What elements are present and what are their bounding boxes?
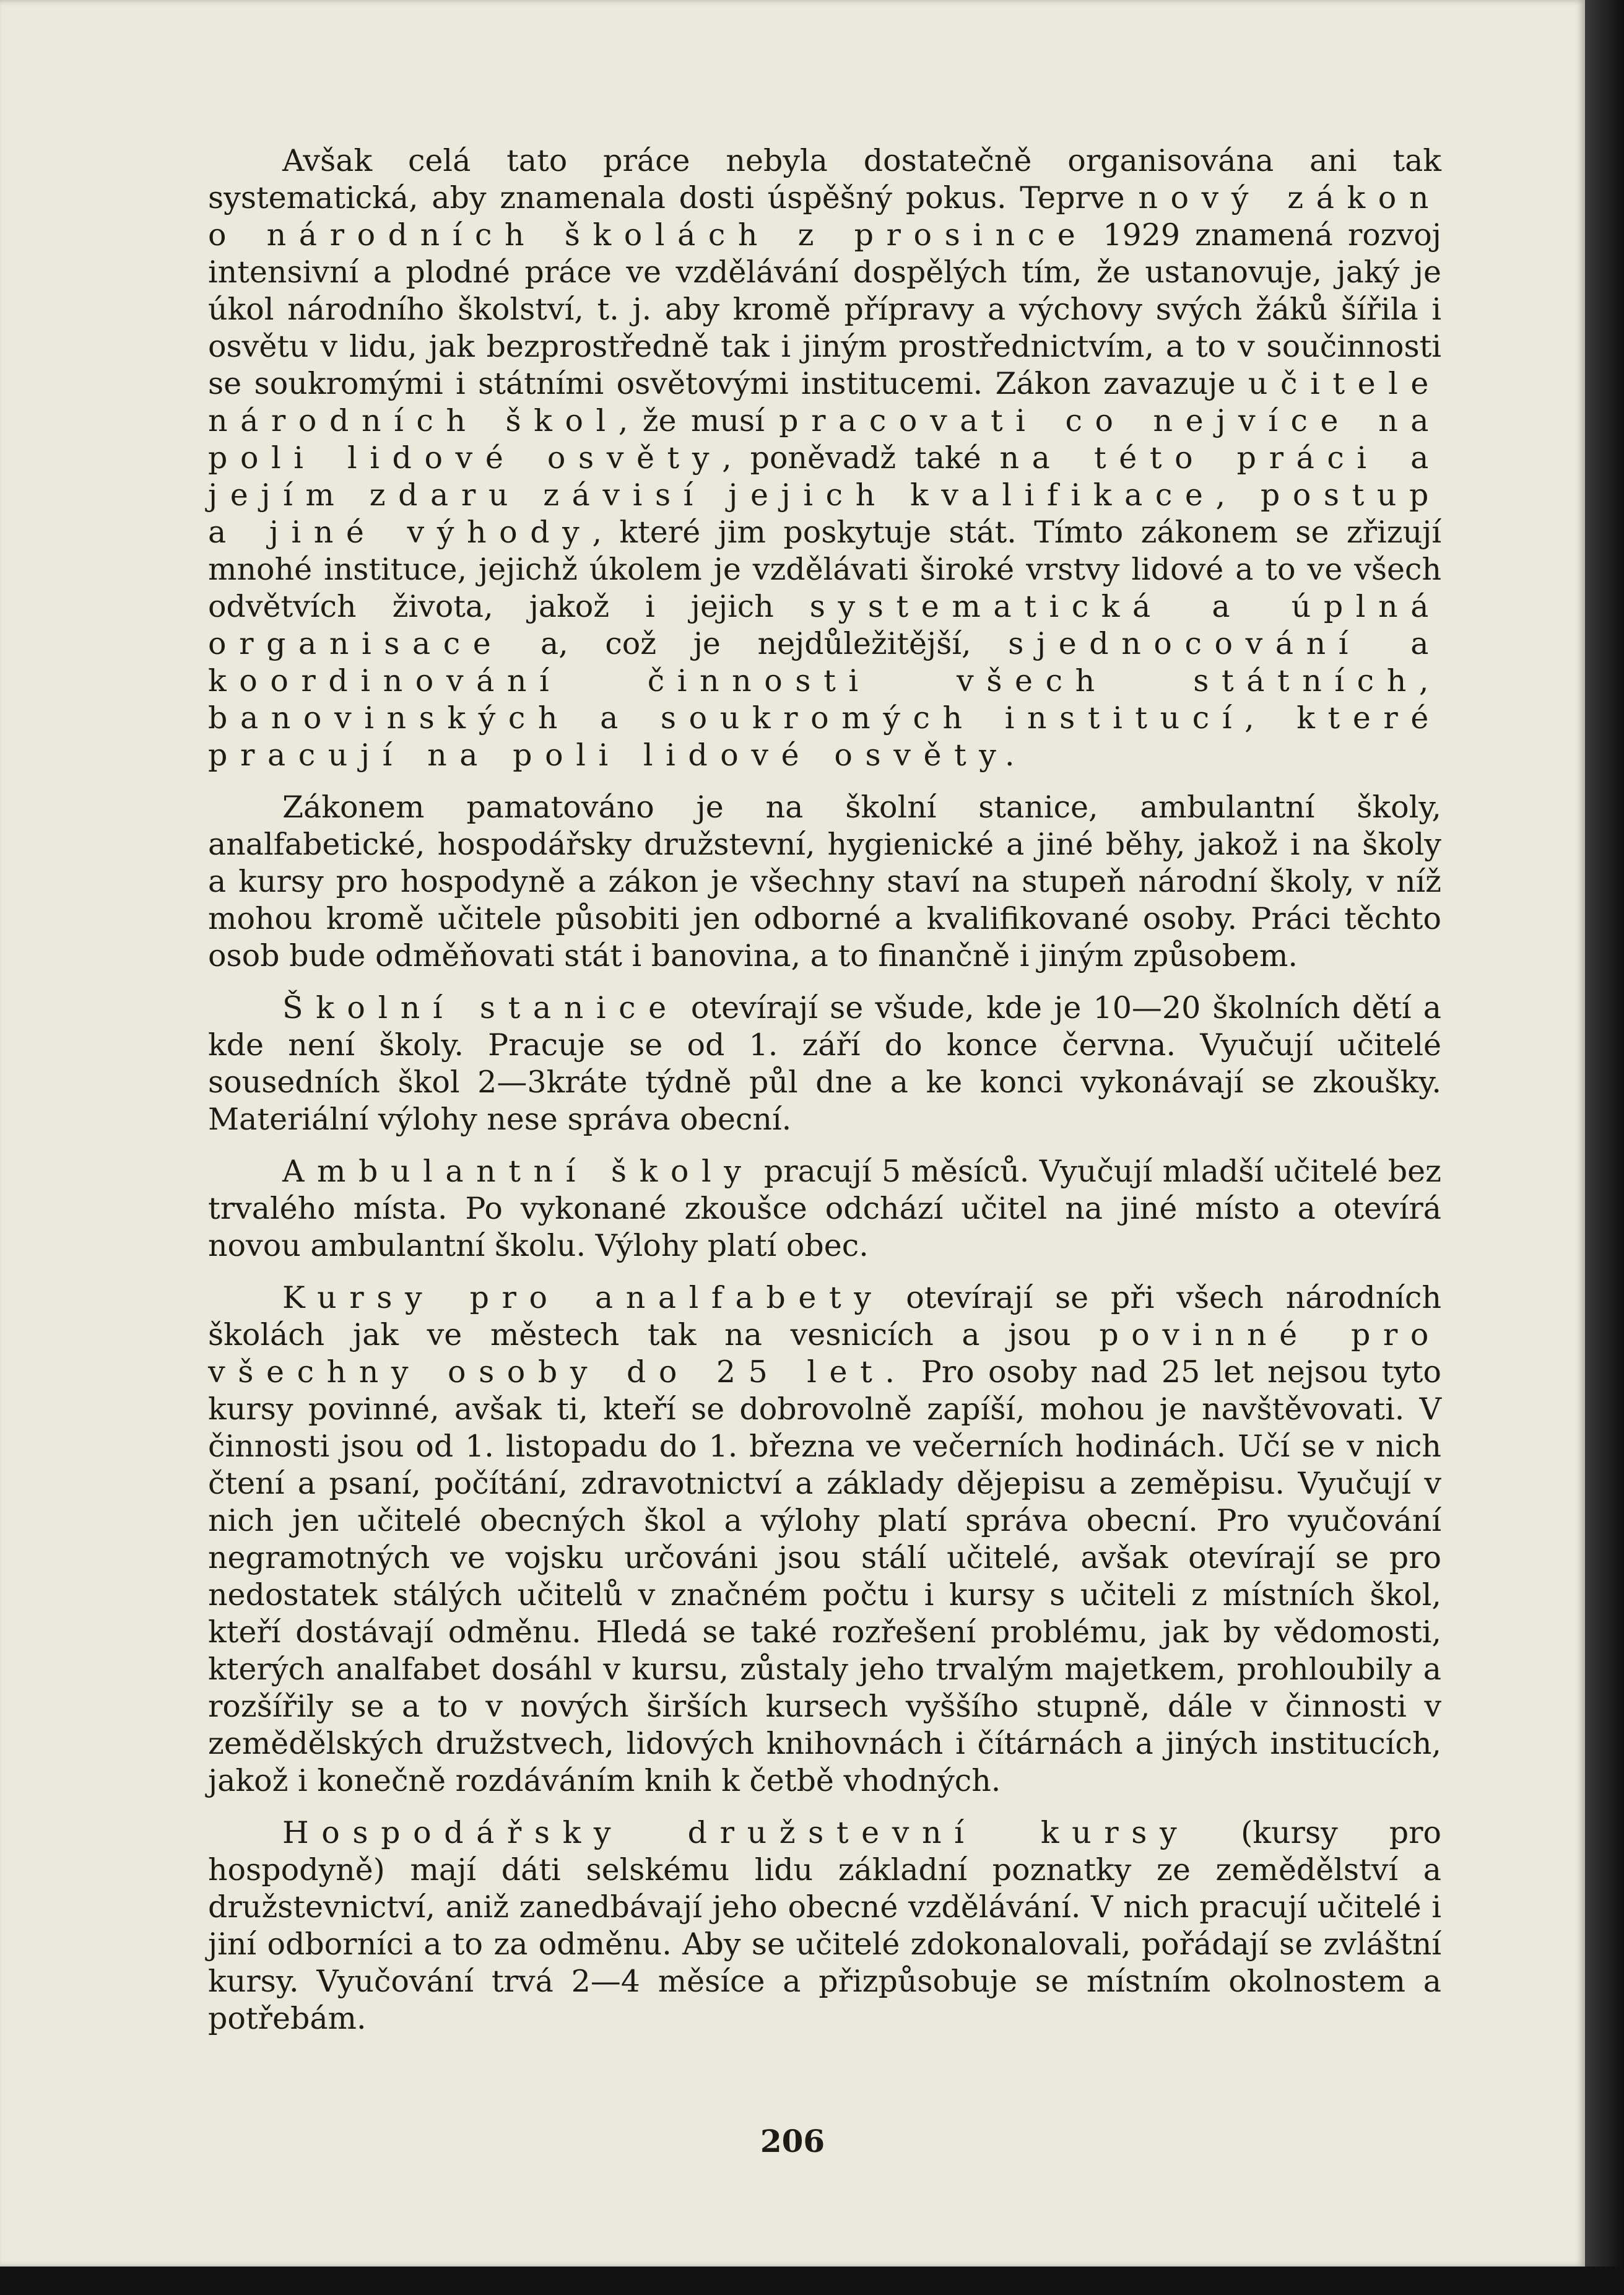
- spaced-emphasis: pracovati co nejvíce na poli lidové osvěty: [208, 403, 1442, 476]
- paragraph-2: [208, 789, 1441, 975]
- page-edge-shadow: [1585, 0, 1624, 2295]
- text-segment: , že musí: [618, 403, 779, 438]
- spaced-emphasis: nový zákon o národních školách z prosince: [208, 180, 1441, 253]
- paragraph-1: [208, 142, 1441, 774]
- spaced-emphasis: systematická a úplná organisace: [208, 589, 1441, 661]
- paragraph-3: [208, 990, 1441, 1138]
- paragraph-4: [208, 1153, 1441, 1265]
- text-segment: , které jim poskytuje stát. Tímto zákonem se zřizují mnohé instituce, jejichž úkolem je vzdělávati široké vrstvy lidové a to ve všech odvětvích života, jakož i jejich: [208, 515, 1441, 624]
- text-segment: , poněvadž také: [722, 440, 1000, 476]
- text-segment: (kursy pro hospodyně) mají dáti selskému lidu základní poznatky ze zemědělství a družstevnictví, aniž zanedbávají jeho obecné vzdělávání. V nich pracují učitelé i jiní odborníci a to za odměnu. Aby se učitelé zdokonalovali, pořádají se zvláštní kursy. Vyučování trvá 2—4 měsíce a přizpůsobuje se místním okolnostem a potřebám.: [208, 1815, 1442, 2036]
- body-text: [208, 142, 1441, 2052]
- paragraph-5: [208, 1279, 1441, 1800]
- text-segment: Pro osoby nad 25 let nejsou tyto kursy povinné, avšak ti, kteří se dobrovolně zapíší, mohou je navštěvovati. V činnosti jsou od 1. listopadu do 1. března ve večerních hodinách. Učí se v nich čtení a psaní, počítání, zdravotnictví a základy dějepisu a zeměpisu. Vyučují v nich jen učitelé obecných škol a výlohy platí správa obecní. Pro vyučování negramotných ve vojsku určováni jsou stálí učitelé, avšak otevírají se pro nedostatek stálých učitelů v značném počtu i kursy s učiteli z místních škol, kteří dostávají odměnu. Hledá se také rozřešení problému, jak by vědomosti, kterých analfabet dosáhl v kursu, zůstaly jeho trvalým majetkem, prohloubily a rozšířily se a to v nových širších kursech vyššího stupně, dále v činnosti v zemědělských družstvech, lidových knihovnách i čítárnách a jiných institucích, jakož i konečně rozdáváním knih k četbě vhodných.: [208, 1354, 1441, 1798]
- paragraph-6: [208, 1814, 1441, 2037]
- text-segment: Avšak celá tato práce nebyla dostatečně organisována ani tak systematická, aby znamenala dosti úspěšný pokus. Teprve: [208, 143, 1441, 216]
- text-segment: otevírají se při všech národních školách jak ve městech tak na vesnicích a jsou: [208, 1280, 1442, 1352]
- text-segment: 1929 znamená rozvoj intensivní a plodné práce ve vzdělávání dospělých tím, že ustanovuje, jaký je úkol národního školství, t. j. aby kromě přípravy a výchovy svých žáků šířila i osvětu v lidu, jak bezprostředně tak i jiným prostřednictvím, a to v součinnosti se soukromými i státními osvětovými institucemi. Zákon zavazuje: [208, 217, 1441, 401]
- scan-bottom-edge: [0, 2267, 1624, 2295]
- spaced-emphasis: Ambulantní školy: [282, 1154, 754, 1189]
- text-segment: a, což je nejdůležitější,: [503, 626, 1009, 661]
- text-segment: otevírají se všude, kde je 10—20 školních dětí a kde není školy. Pracuje se od 1. září do konce června. Vyučují učitelé sousedních škol 2—3kráte týdně půl dne a ke konci vykonávají se zkoušky. Materiální výlohy nese správa obecní.: [208, 990, 1441, 1137]
- spaced-emphasis: učitele národních škol: [208, 366, 1441, 438]
- spaced-emphasis: na této práci a jejím zdaru závisí jejich kvalifikace, postup a jiné výhody: [208, 440, 1441, 550]
- spaced-emphasis: sjednocování a koordinování činnosti všech státních, banovinských a soukromých institucí, které pracují na poli lidové osvěty.: [208, 626, 1441, 773]
- text-segment: Zákonem pamatováno je na školní stanice, ambulantní školy, analfabetické, hospodářsky družstevní, hygienické a jiné běhy, jakož i na školy a kursy pro hospodyně a zákon je všechny staví na stupeň národní školy, v níž mohou kromě učitele působiti jen odborné a kvalifikované osoby. Práci těchto osob bude odměňovati stát i banovina, a to finančně i jiným způsobem.: [208, 790, 1441, 973]
- spaced-emphasis: povinné pro všechny osoby do 25 let.: [208, 1317, 1441, 1390]
- spaced-emphasis: Školní stanice: [282, 990, 679, 1026]
- spaced-emphasis: Hospodářsky družstevní kursy: [282, 1815, 1190, 1850]
- spaced-emphasis: Kursy pro analfabety: [282, 1280, 884, 1315]
- text-segment: pracují 5 měsíců. Vyučují mladší učitelé bez trvalého místa. Po vykonané zkoušce odchází učitel na jiné místo a otevírá novou ambulantní školu. Výlohy platí obec.: [208, 1154, 1441, 1263]
- page-number: 206: [760, 2123, 825, 2159]
